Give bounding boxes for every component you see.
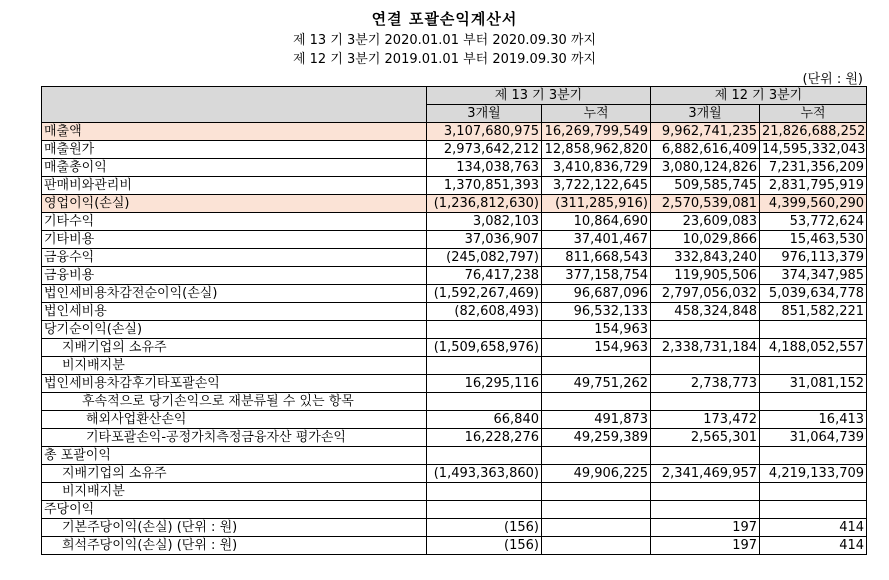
header-blank <box>42 87 427 123</box>
row-label: 매출원가 <box>42 141 427 159</box>
row-value: (1,592,267,469) <box>427 285 542 303</box>
table-row <box>42 501 867 519</box>
row-value: 7,231,356,209 <box>760 159 867 177</box>
row-value <box>542 483 651 501</box>
row-value <box>760 483 867 501</box>
row-value: 37,401,467 <box>542 231 651 249</box>
row-label: 매출액 <box>42 123 427 141</box>
row-value: 4,188,052,557 <box>760 339 867 357</box>
row-value: 23,609,083 <box>651 213 760 231</box>
row-value: (1,493,363,860) <box>427 465 542 483</box>
row-value <box>427 501 542 519</box>
table-row <box>42 285 867 303</box>
row-value <box>760 357 867 375</box>
header-current-3m: 3개월 <box>427 105 542 123</box>
income-statement-table <box>41 86 867 555</box>
row-value <box>760 447 867 465</box>
row-label: 기타수익 <box>42 213 427 231</box>
row-value: 811,668,543 <box>542 249 651 267</box>
row-value: 16,295,116 <box>427 375 542 393</box>
row-value: 2,831,795,919 <box>760 177 867 195</box>
row-value: 4,219,133,709 <box>760 465 867 483</box>
row-label: 법인세비용차감전순이익(손실) <box>42 285 427 303</box>
row-value: (156) <box>427 537 542 555</box>
row-label: 법인세비용차감후기타포괄손익 <box>42 375 427 393</box>
row-label: 총 포괄이익 <box>42 447 427 465</box>
row-value: (1,236,812,630) <box>427 195 542 213</box>
row-label: 희석주당이익(손실) (단위 : 원) <box>42 537 427 555</box>
row-value <box>427 483 542 501</box>
row-value: 173,472 <box>651 411 760 429</box>
row-value: (82,608,493) <box>427 303 542 321</box>
row-value <box>651 321 760 339</box>
row-value: (311,285,916) <box>542 195 651 213</box>
row-value <box>542 519 651 537</box>
row-value <box>760 501 867 519</box>
period-current: 제 13 기 3분기 2020.01.01 부터 2020.09.30 까지 <box>292 33 597 48</box>
table-row <box>42 339 867 357</box>
table-row <box>42 141 867 159</box>
row-value <box>427 447 542 465</box>
row-value: 154,963 <box>542 321 651 339</box>
row-value: 10,029,866 <box>651 231 760 249</box>
row-value: 16,228,276 <box>427 429 542 447</box>
row-value <box>542 501 651 519</box>
row-value <box>427 357 542 375</box>
row-value <box>760 393 867 411</box>
row-value <box>651 357 760 375</box>
row-label: 지배기업의 소유주 <box>42 465 427 483</box>
row-label: 판매비와관리비 <box>42 177 427 195</box>
row-value: 16,269,799,549 <box>542 123 651 141</box>
row-value: 851,582,221 <box>760 303 867 321</box>
row-label: 기타포괄손익-공정가치측정금융자산 평가손익 <box>42 429 427 447</box>
row-value: 9,962,741,235 <box>651 123 760 141</box>
row-value: 414 <box>760 519 867 537</box>
table-row <box>42 375 867 393</box>
table-row <box>42 195 867 213</box>
row-label: 금융수익 <box>42 249 427 267</box>
unit-label: (단위 : 원) <box>802 72 863 87</box>
row-value: 509,585,745 <box>651 177 760 195</box>
row-value <box>427 393 542 411</box>
table-row <box>42 267 867 285</box>
row-label: 당기순이익(손실) <box>42 321 427 339</box>
row-value: 2,338,731,184 <box>651 339 760 357</box>
row-value: 76,417,238 <box>427 267 542 285</box>
row-value: 96,532,133 <box>542 303 651 321</box>
row-value <box>542 357 651 375</box>
row-value: 3,107,680,975 <box>427 123 542 141</box>
row-label: 금융비용 <box>42 267 427 285</box>
row-value: 2,973,642,212 <box>427 141 542 159</box>
statement-title: 연결 포괄손익계산서 <box>371 10 518 28</box>
row-value <box>760 321 867 339</box>
row-label: 해외사업환산손익 <box>42 411 427 429</box>
row-value: 10,864,690 <box>542 213 651 231</box>
row-value: 414 <box>760 537 867 555</box>
row-value <box>542 393 651 411</box>
row-value: (245,082,797) <box>427 249 542 267</box>
row-value: (1,509,658,976) <box>427 339 542 357</box>
header-group-prior: 제 12 기 3분기 <box>651 87 867 105</box>
row-value: 3,080,124,826 <box>651 159 760 177</box>
row-value: 21,826,688,252 <box>760 123 867 141</box>
header-prior-3m: 3개월 <box>651 105 760 123</box>
header-current-ytd: 누적 <box>542 105 651 123</box>
row-value: (156) <box>427 519 542 537</box>
row-value: 49,259,389 <box>542 429 651 447</box>
row-value <box>651 393 760 411</box>
row-label: 후속적으로 당기손익으로 재분류될 수 있는 항목 <box>42 393 427 411</box>
row-label: 비지배지분 <box>42 483 427 501</box>
row-value: 37,036,907 <box>427 231 542 249</box>
row-value <box>542 537 651 555</box>
table-row <box>42 465 867 483</box>
row-label: 주당이익 <box>42 501 427 519</box>
row-value: 2,570,539,081 <box>651 195 760 213</box>
row-label: 기본주당이익(손실) (단위 : 원) <box>42 519 427 537</box>
row-value: 377,158,754 <box>542 267 651 285</box>
table-body <box>42 123 867 555</box>
table-row <box>42 537 867 555</box>
row-value: 31,064,739 <box>760 429 867 447</box>
row-value: 4,399,560,290 <box>760 195 867 213</box>
row-value: 458,324,848 <box>651 303 760 321</box>
row-value: 53,772,624 <box>760 213 867 231</box>
table-row <box>42 483 867 501</box>
row-value: 15,463,530 <box>760 231 867 249</box>
row-label: 지배기업의 소유주 <box>42 339 427 357</box>
period-prior: 제 12 기 3분기 2019.01.01 부터 2019.09.30 까지 <box>292 52 597 67</box>
row-value: 49,906,225 <box>542 465 651 483</box>
row-value: 154,963 <box>542 339 651 357</box>
row-value: 16,413 <box>760 411 867 429</box>
table-row <box>42 321 867 339</box>
row-value: 2,341,469,957 <box>651 465 760 483</box>
row-value: 134,038,763 <box>427 159 542 177</box>
table-row <box>42 393 867 411</box>
row-value: 197 <box>651 519 760 537</box>
row-value: 6,882,616,409 <box>651 141 760 159</box>
row-value: 3,410,836,729 <box>542 159 651 177</box>
row-value: 2,738,773 <box>651 375 760 393</box>
table-row <box>42 411 867 429</box>
row-value: 332,843,240 <box>651 249 760 267</box>
table-row <box>42 231 867 249</box>
row-value <box>651 501 760 519</box>
row-value: 976,113,379 <box>760 249 867 267</box>
row-value: 31,081,152 <box>760 375 867 393</box>
row-value: 2,565,301 <box>651 429 760 447</box>
row-value: 5,039,634,778 <box>760 285 867 303</box>
row-value: 1,370,851,393 <box>427 177 542 195</box>
table-row <box>42 177 867 195</box>
row-value <box>651 447 760 465</box>
header-row-groups <box>42 87 867 105</box>
table-row <box>42 249 867 267</box>
row-value: 66,840 <box>427 411 542 429</box>
row-label: 매출총이익 <box>42 159 427 177</box>
row-value: 197 <box>651 537 760 555</box>
row-value: 3,722,122,645 <box>542 177 651 195</box>
row-value: 119,905,506 <box>651 267 760 285</box>
row-label: 법인세비용 <box>42 303 427 321</box>
table-row <box>42 447 867 465</box>
row-value <box>427 321 542 339</box>
table-row <box>42 159 867 177</box>
table-row <box>42 213 867 231</box>
row-value: 3,082,103 <box>427 213 542 231</box>
row-value: 49,751,262 <box>542 375 651 393</box>
table-row <box>42 303 867 321</box>
row-value <box>542 447 651 465</box>
row-label: 기타비용 <box>42 231 427 249</box>
header-group-current: 제 13 기 3분기 <box>427 87 651 105</box>
table-row <box>42 123 867 141</box>
row-label: 비지배지분 <box>42 357 427 375</box>
row-label: 영업이익(손실) <box>42 195 427 213</box>
row-value: 2,797,056,032 <box>651 285 760 303</box>
row-value <box>651 483 760 501</box>
row-value: 12,858,962,820 <box>542 141 651 159</box>
row-value: 491,873 <box>542 411 651 429</box>
table-row <box>42 519 867 537</box>
table-row <box>42 429 867 447</box>
header-prior-ytd: 누적 <box>760 105 867 123</box>
row-value: 96,687,096 <box>542 285 651 303</box>
table-row <box>42 357 867 375</box>
row-value: 14,595,332,043 <box>760 141 867 159</box>
row-value: 374,347,985 <box>760 267 867 285</box>
